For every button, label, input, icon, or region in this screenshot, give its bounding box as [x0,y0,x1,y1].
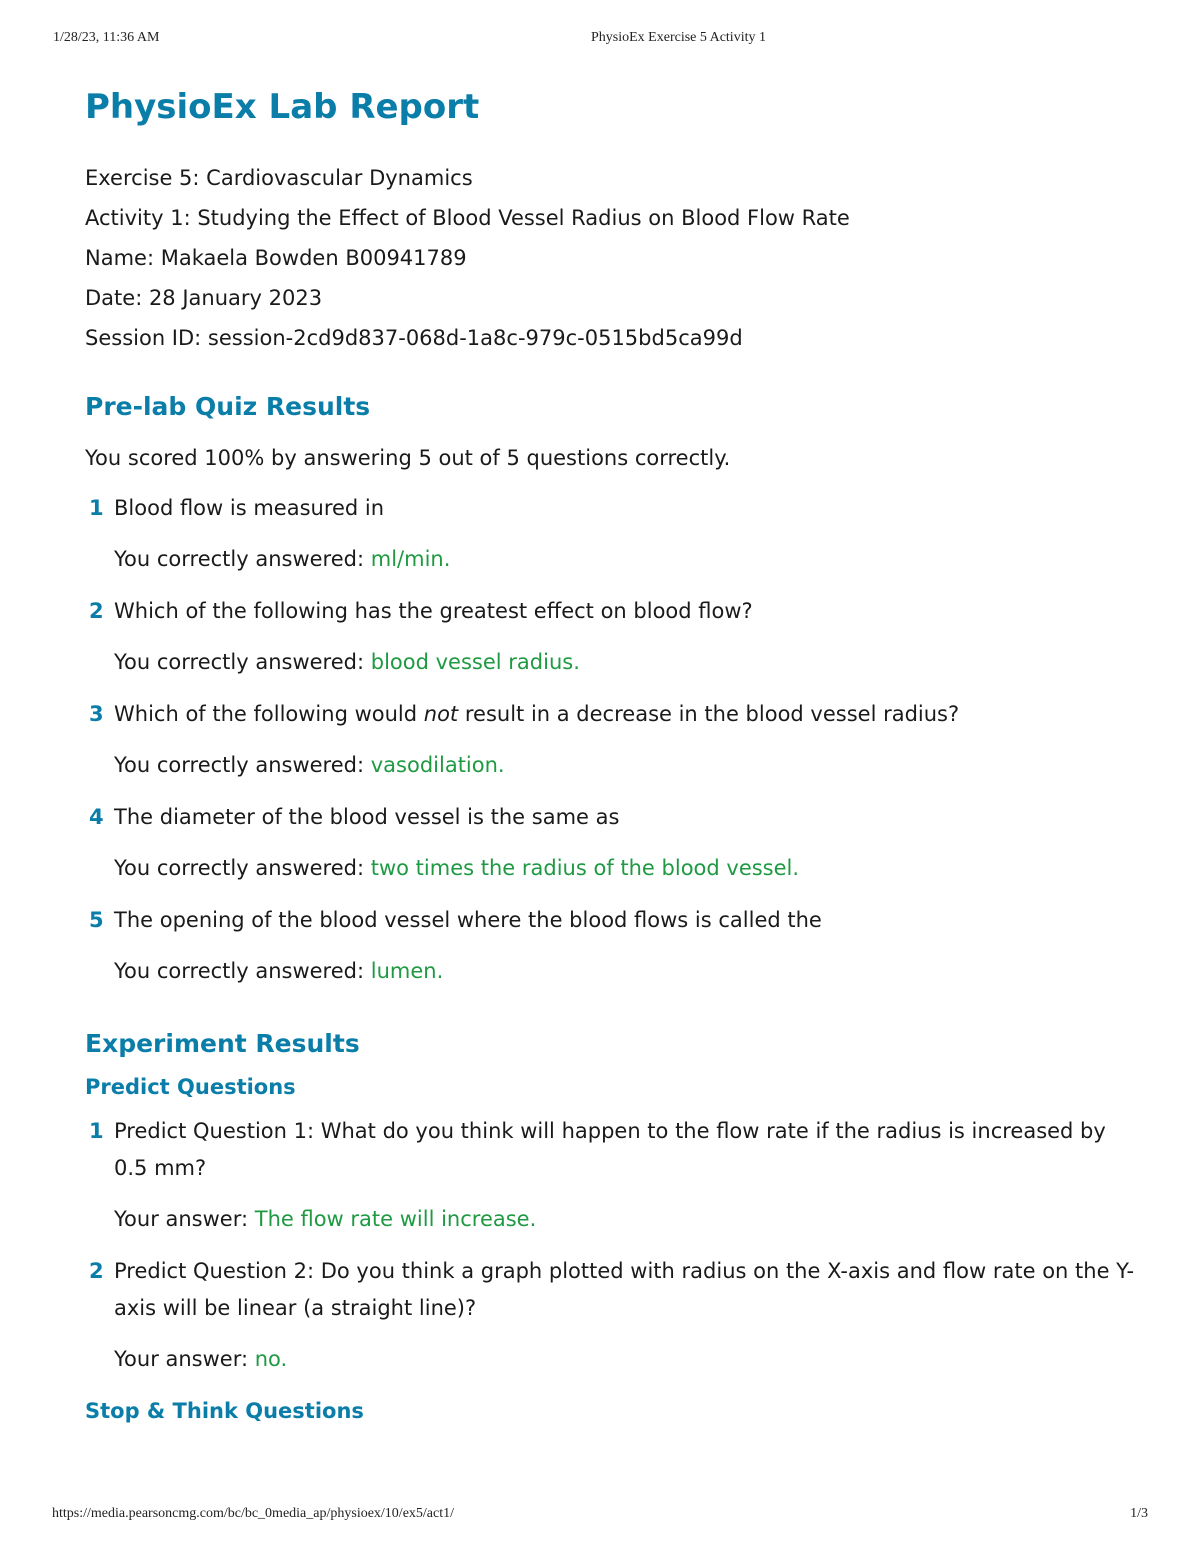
question-text-emphasis: not [423,702,459,726]
print-doc-title: PhysioEx Exercise 5 Activity 1 [591,30,766,45]
predict-heading: Predict Questions [85,1075,296,1099]
question-answer [114,749,1145,781]
question-answer [114,852,1145,884]
question-number: 1 [89,1119,104,1143]
predict-question [85,1253,1145,1375]
answer-prefix: You correctly answered: [114,959,365,983]
answer-prefix: You correctly answered: [114,650,365,674]
print-datetime: 1/28/23, 11:36 AM [53,30,160,45]
question-number: 1 [89,496,104,520]
answer-value: lumen. [370,959,444,983]
question-text: Predict Question 1: What do you think will happen to the flow rate if the radius is increased by 0.5 mm? [114,1119,1106,1180]
report-content [85,82,1145,1427]
answer-value: vasodilation. [370,753,505,777]
answer-value: The flow rate will increase. [254,1207,537,1231]
prelab-question [85,593,1145,678]
question-number: 2 [89,1259,104,1283]
question-text: Blood flow is measured in [114,496,385,520]
question-text: The opening of the blood vessel where the blood flows is called the [114,908,822,932]
answer-prefix: You correctly answered: [114,547,365,571]
page-number: 1/3 [1130,1506,1148,1521]
prelab-question [85,902,1145,987]
answer-value: no. [254,1347,288,1371]
question-text: Predict Question 2: Do you think a graph plotted with radius on the X-axis and flow rate on the Y-axis will be linear (a straight line)? [114,1259,1135,1320]
exercise-line: Exercise 5: Cardiovascular Dynamics [85,166,473,190]
question-answer [114,1343,1145,1375]
question-text [114,696,1145,733]
prelab-score: You scored 100% by answering 5 out of 5 questions correctly. [85,446,731,470]
question-answer [114,1203,1145,1235]
question-number: 5 [89,908,104,932]
question-text: Which of the following has the greatest effect on blood flow? [114,599,753,623]
answer-value: two times the radius of the blood vessel. [370,856,800,880]
question-text: The diameter of the blood vessel is the same as [114,805,620,829]
report-meta [85,158,1145,358]
question-text-after: result in a decrease in the blood vessel radius? [464,702,960,726]
session-id: Session ID: session-2cd9d837-068d-1a8c-979c-0515bd5ca99d [85,326,743,350]
experiment-heading: Experiment Results [85,1029,360,1058]
print-header [0,30,1200,50]
activity-line: Activity 1: Studying the Effect of Blood Vessel Radius on Blood Flow Rate [85,206,850,230]
prelab-question [85,696,1145,781]
print-footer [0,1506,1200,1526]
question-number: 4 [89,805,104,829]
question-number: 3 [89,702,104,726]
question-answer [114,646,1145,678]
answer-prefix: Your answer: [114,1207,249,1231]
question-number: 2 [89,599,104,623]
answer-value: blood vessel radius. [370,650,580,674]
stop-think-heading: Stop & Think Questions [85,1399,364,1423]
prelab-question [85,799,1145,884]
prelab-question [85,490,1145,575]
answer-prefix: You correctly answered: [114,753,365,777]
question-answer [114,955,1145,987]
page-title: PhysioEx Lab Report [85,87,480,127]
prelab-heading: Pre-lab Quiz Results [85,392,371,421]
predict-question [85,1113,1145,1235]
report-date: Date: 28 January 2023 [85,286,323,310]
answer-value: ml/min. [370,547,451,571]
answer-prefix: You correctly answered: [114,856,365,880]
question-text-before: Which of the following would [114,702,418,726]
answer-prefix: Your answer: [114,1347,249,1371]
print-url: https://media.pearsoncmg.com/bc/bc_0media_ap/physioex/10/ex5/act1/ [52,1506,455,1521]
student-name: Name: Makaela Bowden B00941789 [85,246,467,270]
question-answer [114,543,1145,575]
